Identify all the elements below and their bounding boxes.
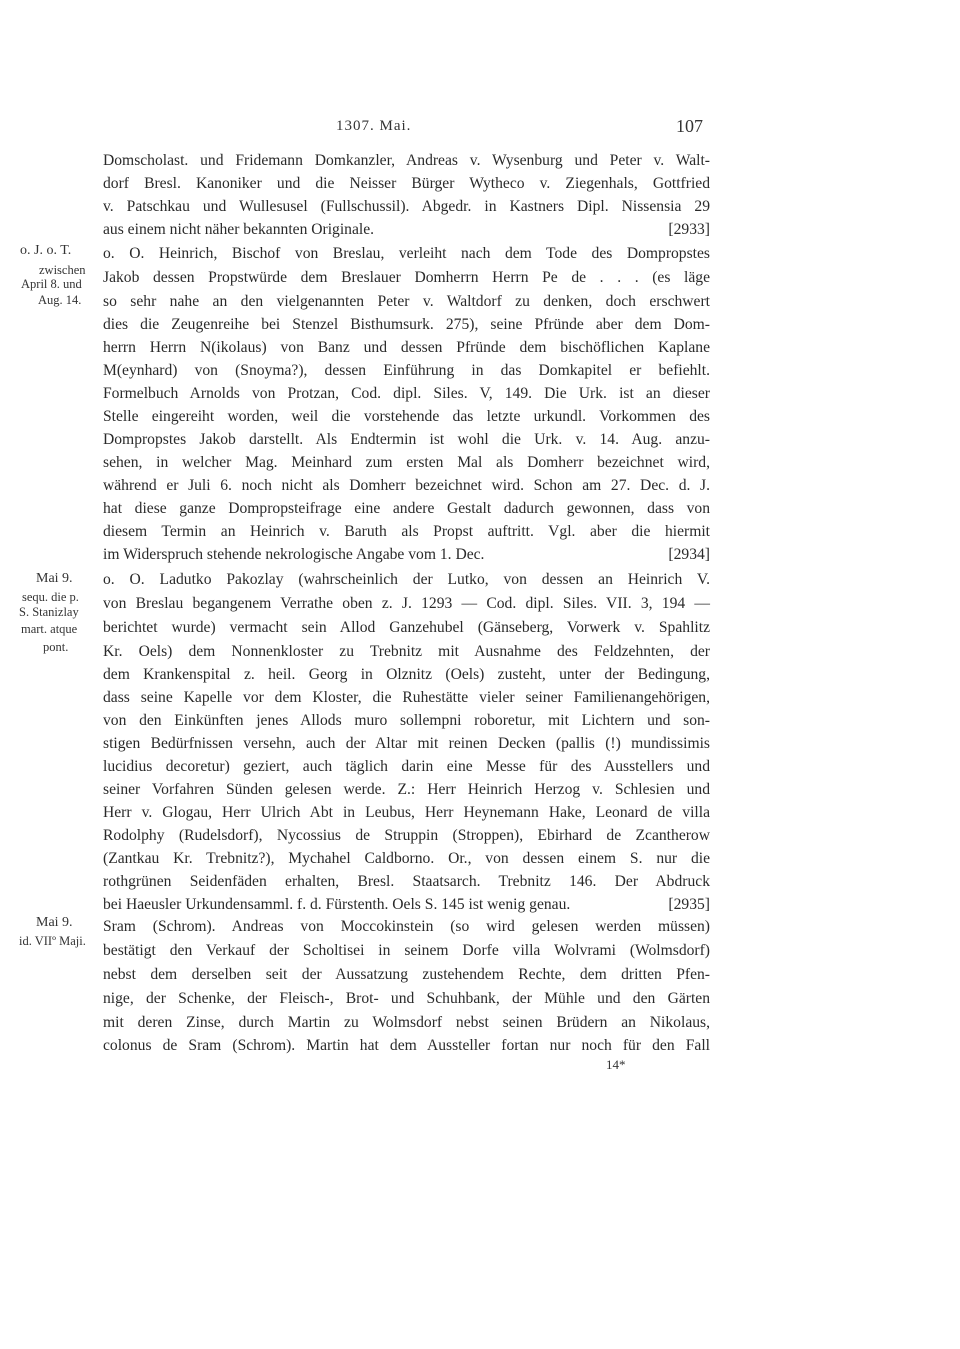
margin-note-2e: pont.: [43, 640, 69, 654]
text-line: Dompropstes Jakob darstellt. Als Endtermin ist wohl die Urk. v. 14. Aug. anzu-: [103, 431, 710, 448]
text-line: berichtet wurde) vermacht sein Allod Ganzehubel (Gänseberg, Vorwerk v. Spahlitz: [103, 619, 710, 636]
margin-note-2c: S. Stanizlay: [19, 605, 79, 619]
text-line: Rodolphy (Rudelsdorf), Nycossius de Struppin (Stroppen), Ebirhard de Zcantherow: [103, 827, 710, 844]
text-line: o. O. Ladutko Pakozlay (wahrscheinlich der Lutko, von dessen an Heinrich V.: [103, 571, 710, 588]
page-number: 107: [676, 116, 703, 136]
text-line: stigen Bedürfnissen versehn, auch der Altar mit reinen Decken (pallis (!) mundissimis: [103, 735, 710, 752]
text-line: so sehr nahe an den vielgenannten Peter v. Waltdorf zu denken, doch erschwert: [103, 293, 710, 310]
text-line: hat diese ganze Dompropsteifrage eine andere Gestalt dadurch gewonnen, dass von: [103, 500, 710, 517]
text-line: Domscholast. und Fridemann Domkanzler, Andreas v. Wysenburg und Peter v. Walt-: [103, 152, 710, 169]
running-head: 1307. Mai.: [336, 118, 412, 134]
text-line: von den Einkünften jenes Allods muro sollempni roboretur, mit Lichtern und son-: [103, 712, 710, 729]
margin-note-3b: id. VIIº Maji.: [19, 934, 86, 948]
text-line: [103, 543, 710, 566]
margin-date-1: o. J. o. T.: [20, 243, 72, 258]
text-line: diesem Termin an Heinrich v. Baruth als Propst auftritt. Vgl. aber die hiermit: [103, 523, 710, 540]
signature-mark: 14*: [606, 1057, 626, 1072]
text-line: sehen, in welcher Mag. Meinhard zum ersten Mal als Domherr bezeichnet wird,: [103, 454, 710, 471]
text-line: v. Patschkau und Wullesusel (Fullschussil). Abgedr. in Kastners Dipl. Nissensia 29: [103, 198, 710, 215]
text-line: mit deren Zinse, durch Martin zu Wolmsdorf nebst seinen Brüdern an Nikolaus,: [103, 1014, 710, 1031]
margin-note-1d: Aug. 14.: [38, 293, 82, 307]
text-line: dies die Zeugenreihe bei Stenzel Bisthumsurk. 275), seine Pfründe aber dem Dom-: [103, 316, 710, 333]
text-line: herrn Herrn N(ikolaus) von Banz und dessen Pfründe dem bischöflichen Kaplane: [103, 339, 710, 356]
entry-number: [2935]: [668, 896, 710, 913]
text-line: M(eynhard) von (Snoyma?), dessen Einführung in das Domkapitel er befiehlt.: [103, 362, 710, 379]
text-line: colonus de Sram (Schrom). Martin hat dem Aussteller fortan nur noch für den Fall: [103, 1037, 710, 1054]
text-line: nebst dem derselben seit der Aussatzung zustehendem Rechte, dem dritten Pfen-: [103, 966, 710, 983]
text-line: Stelle eingereiht worden, weil die vorstehende das letzte urkundl. Vorkommen des: [103, 408, 710, 425]
text-line-content: bei Haeusler Urkundensamml. f. d. Fürstenth. Oels S. 145 ist wenig genau.: [103, 896, 571, 913]
text-line: Sram (Schrom). Andreas von Moccokinstein (so wird gelesen werden müssen): [103, 918, 710, 935]
text-line-content: aus einem nicht näher bekannten Originale.: [103, 221, 375, 238]
text-line: nige, der Schenke, der Fleisch-, Brot- und Schuhbank, der Mühle und den Gärten: [103, 990, 710, 1007]
text-line: dorf Bresl. Kanoniker und die Neisser Bürger Wytheco v. Ziegenhals, Gottfried: [103, 175, 710, 192]
text-line: Kr. Oels) dem Nonnenkloster zu Trebnitz mit Ausnahme des Feldzehnten, der: [103, 643, 710, 660]
text-line-content: im Widerspruch stehende nekrologische Angabe vom 1. Dec.: [103, 546, 485, 563]
margin-note-2d: mart. atque: [21, 622, 78, 636]
entry-number: [2933]: [668, 221, 710, 238]
text-line: von Breslau begangenem Verrathe oben z. J. 1293 — Cod. dipl. Siles. VII. 3, 194 —: [103, 595, 710, 612]
text-line: dass seine Kapelle vor dem Kloster, die Ruhestätte vieler seiner Familienangehörigen,: [103, 689, 710, 706]
margin-note-2b: sequ. die p.: [22, 590, 79, 604]
text-line: rothgrünen Seidenfäden erhalten, Bresl. Staatsarch. Trebnitz 146. Der Abdruck: [103, 873, 710, 890]
text-line: dem Krankenspital z. heil. Georg in Olznitz (Oels) zusteht, unter der Bedingung,: [103, 666, 710, 683]
text-line: o. O. Heinrich, Bischof von Breslau, verleiht nach dem Tode des Dompropstes: [103, 245, 710, 262]
text-line: [103, 893, 710, 916]
margin-date-3: Mai 9.: [36, 915, 73, 930]
text-line: während er Juli 6. noch nicht als Domherr bezeichnet wird. Schon am 27. Dec. d. J.: [103, 477, 710, 494]
margin-date-2: Mai 9.: [36, 571, 73, 586]
text-line: [103, 218, 710, 241]
entry-number: [2934]: [668, 546, 710, 563]
text-line: Formelbuch Arnolds von Protzan, Cod. dipl. Siles. V, 149. Die Urk. ist an dieser: [103, 385, 710, 402]
text-line: lucidius decoretur) geziert, auch täglich darin eine Messe für des Ausstellers und: [103, 758, 710, 775]
margin-note-1c: April 8. und: [21, 277, 82, 291]
text-line: Jakob dessen Propstwürde dem Breslauer Domherrn Herrn Pe de . . . (es läge: [103, 269, 710, 286]
margin-note-1b: zwischen: [39, 263, 86, 277]
text-line: (Zantkau Kr. Trebnitz?), Mychahel Caldborno. Or., von dessen einem S. nur die: [103, 850, 710, 867]
text-line: seiner Vorfahren Sünden gelesen werde. Z.: Herr Heinrich Herzog v. Schlesien und: [103, 781, 710, 798]
text-line: Herr v. Glogau, Herr Ulrich Abt in Leubus, Herr Heynemann Hake, Leonard de villa: [103, 804, 710, 821]
text-line: bestätigt den Verkauf der Scholtisei in seinem Dorfe villa Wolvrami (Wolmsdorf): [103, 942, 710, 959]
page-header: [0, 118, 960, 142]
